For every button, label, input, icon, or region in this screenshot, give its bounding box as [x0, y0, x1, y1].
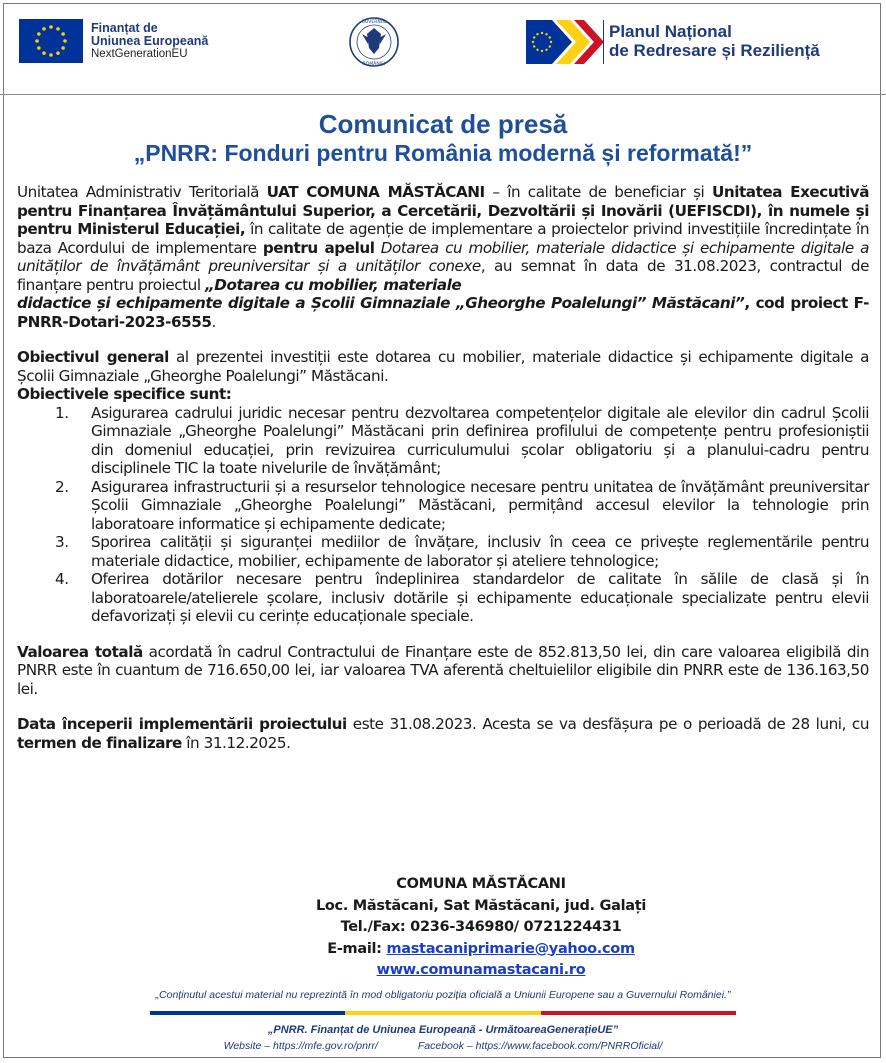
- star-icon: [56, 27, 60, 31]
- star-icon: [61, 46, 65, 50]
- contact-name: COMUNA MĂSTĂCANI: [396, 876, 566, 892]
- star-icon: [550, 41, 552, 43]
- contact-website-line: [0, 960, 886, 982]
- contact-email-line: [0, 939, 886, 961]
- star-icon: [37, 46, 41, 50]
- value-text: acordată în cadrul Contractului de Finanțare este de 852.813,50 lei, din care valoarea eligibilă din PNRR este în cuantum de 716.650,00 lei, iar valoarea TVA aferentă cheltuielilor eligibile din PNRR este de 136.163,50 lei.: [17, 642, 869, 698]
- star-icon: [42, 51, 46, 55]
- star-icon: [61, 32, 65, 36]
- contact-block: [0, 874, 886, 982]
- tricolor-red: [541, 1011, 736, 1015]
- star-icon: [49, 25, 53, 29]
- footer-tagline: „PNRR. Finanțat de Uniunea Europeană - UrmătoareaGenerațieUE”: [267, 1024, 619, 1036]
- list-item-text: Asigurarea infrastructurii și a resurselor tehnologice necesare pentru unitatea de învățământ preuniversitar Școlii Gimnaziale „Gheorghe Poalelungi” Măstăcani, permițând accesul elevilor la tehnologie prin laboratoare informatice și echipamente dedicate;: [91, 477, 869, 533]
- intro-project-title-1: „Dotarea cu mobilier, materiale: [204, 275, 462, 294]
- star-icon: [541, 50, 543, 52]
- dates-bold-2: termen de finalizare: [17, 733, 182, 752]
- intro-italic-1: Dotarea cu mobilier, materiale didactice și echipamente digitale a unităților de învățământ preuniversitar și a unităților conexe: [17, 238, 869, 275]
- dates-text-1: este 31.08.2023. Acesta se va desfășura pe o perioadă de 28 luni, cu: [346, 715, 870, 733]
- government-crest-icon: [348, 14, 400, 70]
- eu-funding-label: [91, 22, 208, 61]
- eu-line2: Uniunea Europeană: [91, 34, 209, 48]
- specific-heading-text: Obiectivele specifice sunt:: [17, 385, 232, 403]
- intro-bold-3: pentru apelul: [262, 238, 375, 257]
- pnrr-label: [609, 22, 820, 60]
- disclaimer: „Conținutul acestui material nu reprezintă în mod obligatoriu poziția oficială a Uniunii Europene sau a Guvernului României.”: [155, 989, 731, 1001]
- contact-website-link[interactable]: www.comunamastacani.ro: [376, 962, 586, 978]
- star-icon: [545, 33, 547, 35]
- list-item: [17, 404, 869, 478]
- objective-bold: Obiectivul general: [17, 348, 169, 366]
- pnrr-line1: Planul Național: [609, 22, 732, 41]
- eu-flag-icon: [19, 19, 83, 63]
- intro-text-4: , au semnat în data de 31.08.2023, contractul de finanțare pentru proiectul: [17, 257, 869, 294]
- footer-links: [0, 1040, 886, 1052]
- pnrr-divider: [603, 20, 604, 64]
- star-icon: [49, 53, 53, 57]
- header: [0, 0, 886, 92]
- contact-email-label: E-mail:: [327, 940, 387, 957]
- intro-text-3: în calitate de agenție de implementare a proiectelor privind investițiile încredințate în baza Acordului de implementare: [17, 220, 869, 257]
- star-icon: [536, 49, 538, 51]
- eu-line3: NextGenerationEU: [91, 48, 188, 60]
- intro-text-5: .: [211, 312, 216, 331]
- intro-project-title-2: didactice și echipamente digitale a Școlii Gimnaziale „Gheorghe Poalelungi” Măstăcani”: [17, 294, 745, 312]
- pnrr-logo-icon: [526, 20, 604, 64]
- intro-text-1: Unitatea Administrativ Teritorială: [17, 183, 267, 201]
- dates-paragraph: [17, 715, 869, 752]
- star-icon: [545, 49, 547, 51]
- contact-phone: Tel./Fax: 0236-346980/ 0721224431: [340, 919, 622, 935]
- star-icon: [549, 36, 551, 38]
- specific-heading: [17, 385, 869, 404]
- contact-email-link[interactable]: mastacaniprimarie@yahoo.com: [386, 940, 635, 957]
- contact-address: Loc. Măstăcani, Sat Măstăcani, jud. Galați: [315, 897, 647, 914]
- footer-facebook-link[interactable]: Facebook – https://www.facebook.com/PNRROficial/: [417, 1040, 663, 1052]
- list-item-number: 3.: [55, 533, 69, 551]
- star-icon: [533, 45, 535, 47]
- list-item-number: 2.: [55, 477, 69, 496]
- pnrr-line2: de Redresare și Reziliență: [609, 41, 820, 60]
- intro-bold-1: UAT COMUNA MĂSTĂCANI: [266, 183, 485, 201]
- page-title: Comunicat de presă: [318, 109, 568, 139]
- footer-website-link[interactable]: Website – https://mfe.gov.ro/pnrr/: [223, 1040, 378, 1052]
- star-icon: [35, 39, 39, 43]
- list-item-number: 4.: [55, 570, 69, 588]
- tricolor-yellow: [345, 1011, 540, 1015]
- objectives-list: [17, 404, 869, 626]
- crest-top-text: GUVERNUL: [361, 20, 387, 25]
- list-item: [17, 533, 869, 570]
- star-icon: [533, 36, 535, 38]
- press-release-body: [17, 183, 869, 752]
- star-icon: [541, 32, 543, 34]
- intro-text-2: – în calitate de beneficiar și: [484, 183, 712, 201]
- eu-line1: Finanțat de: [91, 21, 158, 35]
- value-bold: Valoarea totală: [17, 642, 143, 661]
- star-icon: [63, 39, 67, 43]
- dates-text-2: în 31.12.2025.: [181, 733, 291, 752]
- list-item: [17, 570, 869, 626]
- star-icon: [56, 51, 60, 55]
- objective-text: al prezentei investiții este dotarea cu mobilier, materiale didactice și echipamente digitale a Școlii Gimnaziale „Gheorghe Poalelungi” Măstăcani.: [17, 348, 870, 385]
- list-item-text: Oferirea dotărilor necesare pentru îndeplinirea standardelor de calitate în sălile de clasă și în laboratoarele/atelierele școlare, inclusiv dotările și echipamente educaționale specializate pentru elevii defavorizați și elevii cu cerințe educaționale speciale.: [91, 570, 869, 625]
- star-icon: [42, 27, 46, 31]
- intro-paragraph: [17, 183, 869, 331]
- crest-bottom-text: ROMÂNIEI: [362, 62, 386, 67]
- list-item: [17, 478, 869, 534]
- intro-project-code: , cod proiect F-PNRR-Dotari-2023-6555: [17, 294, 869, 331]
- star-icon: [532, 41, 534, 43]
- value-paragraph: [17, 643, 869, 699]
- star-icon: [37, 32, 41, 36]
- star-icon: [536, 33, 538, 35]
- dates-bold-1: Data începerii implementării proiectului: [17, 715, 347, 733]
- header-divider: [0, 94, 886, 95]
- objective-paragraph: [17, 348, 869, 385]
- list-item-text: Asigurarea cadrului juridic necesar pentru dezvoltarea competențelor digitale ale elevilor din cadrul Școlii Gimnaziale „Gheorghe Poalelungi” Măstăcani prin definirea profilului de competențe pentru profesioniștii din domeniul educației, prin revizuirea curriculumului școlar obligatoriu și a planului-cadru pentru disciplinele TIC la toate nivelurile de învățământ;: [91, 403, 869, 477]
- tricolor-blue: [150, 1011, 345, 1015]
- list-item-text: Sporirea calității și siguranței mediilor de învățare, inclusiv în ceea ce privește reglementările pentru materiale didactice, mobilier, echipamente de laborator și ateliere tehnologice;: [91, 533, 869, 570]
- intro-bold-2: Unitatea Executivă pentru Finanțarea Învățământului Superior, a Cercetării, Dezvoltării și Inovării (UEFISCDI), în numele și pentru Ministerul Educației,: [17, 183, 870, 238]
- page-subtitle: „PNRR: Fonduri pentru România modernă și reformată!”: [133, 140, 753, 166]
- tricolor-bar: [150, 1011, 736, 1015]
- list-item-number: 1.: [55, 403, 69, 422]
- star-icon: [549, 45, 551, 47]
